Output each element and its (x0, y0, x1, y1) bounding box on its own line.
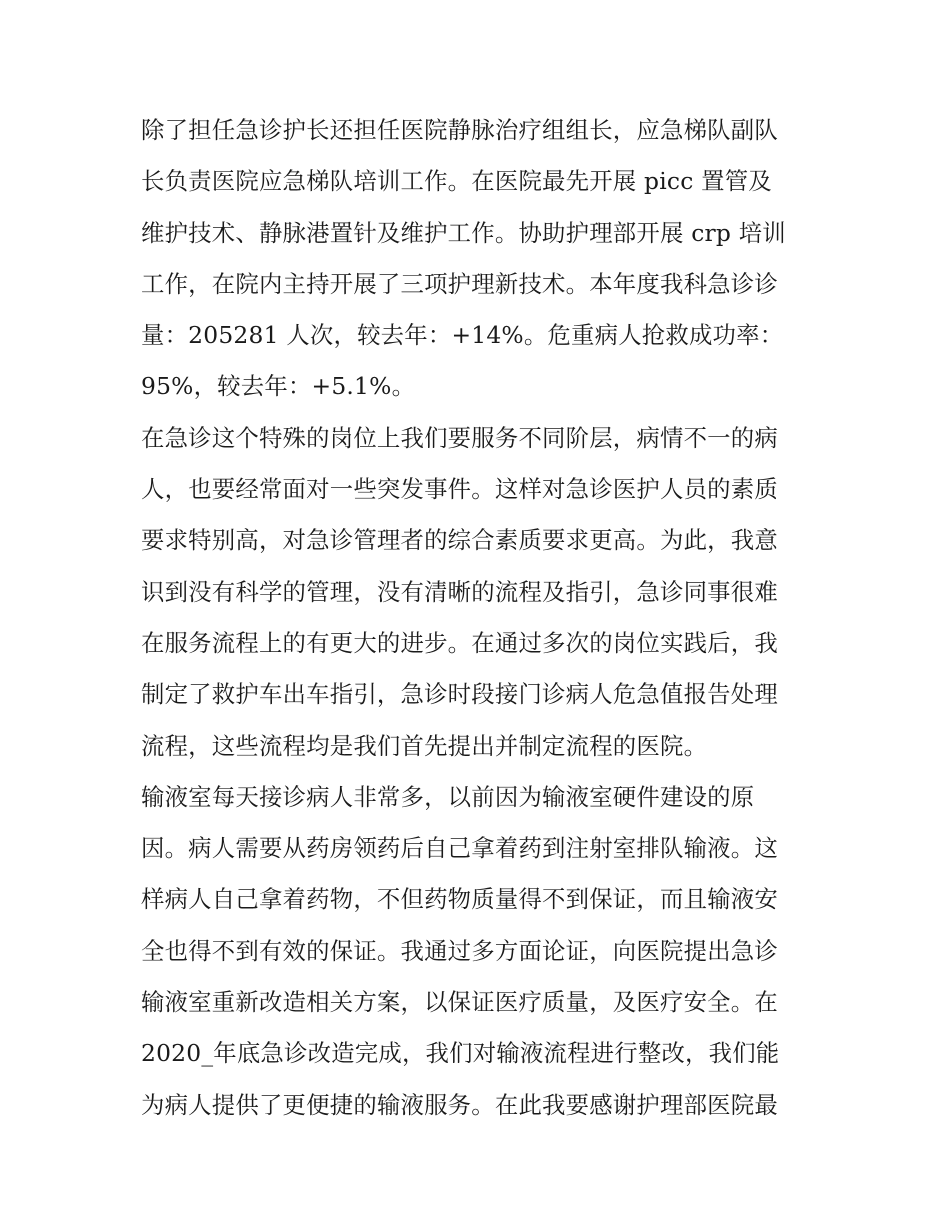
text-line: 95%，较去年：+5.1%。 (141, 372, 416, 401)
text-line: 制定了救护车出车指引，急诊时段接门诊病人危急值报告处理 (141, 680, 778, 709)
text-line: 样病人自己拿着药物，不但药物质量得不到保证，而且输液安 (141, 885, 778, 914)
text-line: 2020_年底急诊改造完成，我们对输液流程进行整改，我们能 (141, 1039, 780, 1068)
document-body (141, 105, 821, 1131)
text-line: 全也得不到有效的保证。我通过多方面论证，向医院提出急诊 (141, 936, 778, 965)
text-line: 量：205281 人次，较去年：+14%。危重病人抢救成功率： (141, 321, 784, 350)
text-line: 流程，这些流程均是我们首先提出并制定流程的医院。 (141, 731, 708, 760)
text-line: 输液室重新改造相关方案，以保证医疗质量，及医疗安全。在 (141, 988, 778, 1017)
text-line: 在服务流程上的有更大的进步。在通过多次的岗位实践后，我 (141, 628, 778, 657)
text-line: 维护技术、静脉港置针及维护工作。协助护理部开展 crp 培训 (141, 218, 786, 247)
text-line: 输液室每天接诊病人非常多，以前因为输液室硬件建设的原 (141, 782, 755, 811)
text-line: 人，也要经常面对一些突发事件。这样对急诊医护人员的素质 (141, 475, 778, 504)
text-line: 在急诊这个特殊的岗位上我们要服务不同阶层，病情不一的病 (141, 423, 778, 452)
text-line: 因。病人需要从药房领药后自己拿着药到注射室排队输液。这 (141, 834, 778, 863)
text-line: 除了担任急诊护长还担任医院静脉治疗组组长，应急梯队副队 (141, 116, 778, 144)
text-line: 为病人提供了更便捷的输液服务。在此我要感谢护理部医院最 (141, 1090, 778, 1119)
text-line: 工作，在院内主持开展了三项护理新技术。本年度我科急诊诊 (141, 269, 778, 298)
text-line: 长负责医院应急梯队培训工作。在医院最先开展 picc 置管及 (141, 167, 772, 196)
text-line: 识到没有科学的管理，没有清晰的流程及指引，急诊同事很难 (141, 577, 778, 606)
text-line: 要求特别高，对急诊管理者的综合素质要求更高。为此，我意 (141, 526, 778, 555)
